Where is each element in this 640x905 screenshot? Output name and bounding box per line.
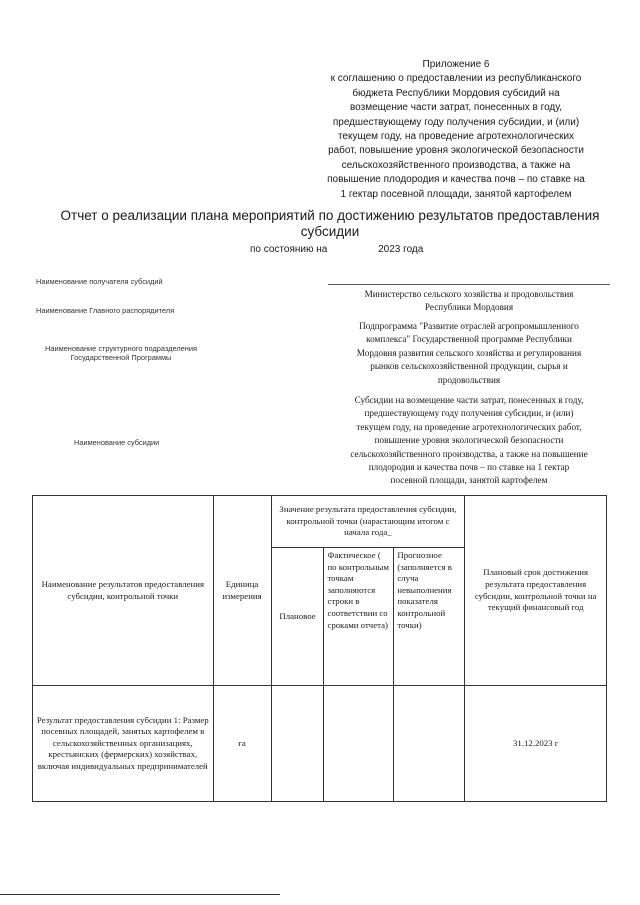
row-actual [324,686,394,802]
state-date-prefix: по состоянию на [250,244,328,255]
appendix-line: сельскохозяйственного производства, а также на [341,159,571,171]
subsidy-value-line: плодородия и качества почв – по ставке на 1 гектар [368,462,570,473]
manager-value-line: Республики Мордовия [424,302,514,313]
report-state-date [250,244,423,255]
appendix-header [296,58,616,202]
row-planned [271,686,324,802]
header-planned: Плановое [271,548,324,686]
appendix-line: 1 гектар посевной площади, занятой картофелем [340,188,572,200]
header-forecast: Прогнозное (заполняется в случа невыполнения показателя контрольной точки) [394,548,465,686]
appendix-heading: Приложение 6 [422,59,490,70]
footer-divider [0,894,280,895]
header-value-group: Значение результата предоставления субсидии, контрольной точки (нарастающим итогом с начала года_ [271,496,465,548]
subsidy-label: Наименование субсидии [74,438,160,447]
subdivision-value-line: Подпрограмма "Развитие отраслей агропромышленного [359,321,579,331]
subsidy-value-line: сельскохозяйственного производства, а также на повышение [350,448,588,459]
report-title-line: субсидии [300,224,360,239]
row-deadline: 31.12.2023 г [465,686,607,802]
report-title-line: Отчет о реализации плана мероприятий по достижению результатов предоставления [60,208,600,223]
manager-value-line: Министерство сельского хозяйства и продовольствия [364,289,574,299]
state-date-year: 2023 года [378,244,424,255]
subdivision-label [36,344,206,362]
subdivision-value-line: рынков сельскохозяйственной продукции, сырья и [370,361,568,372]
appendix-line: повышение плодородия и качества почв – по ставке на [327,174,585,186]
recipient-label: Наименование получателя субсидий [36,277,163,286]
subdivision-value-line: Мордовия развития сельского хозяйства и регулирования [356,347,582,358]
report-title [50,208,610,240]
subdivision-value-line: комплекса" Государственной программе Республики [366,334,572,345]
appendix-line: предшествующему году получения субсидии, и (или) [332,116,580,128]
subsidy-value [328,394,610,488]
row-result-name: Результат предоставления субсидии 1: Размер посевных площадей, занятых картофелем в сельскохозяйственных организациях, крестьянских (фермерских) хозяйствах, включая индивидуальных предпринимателей [33,686,214,802]
header-result-name: Наименование результатов предоставления субсидии, контрольной точки [33,496,214,686]
appendix-line: работ, повышение уровня экологической безопасности [328,145,584,157]
row-forecast [394,686,465,802]
subsidy-value-line: посевной площади, занятой картофелем [390,475,548,486]
appendix-line: бюджета Республики Мордовия субсидий на [352,87,560,99]
row-unit: га [213,686,271,802]
results-table [32,495,607,802]
subdivision-label-line: Государственной Программы [70,353,172,362]
manager-label: Наименование Главного распорядителя [36,306,175,315]
subdivision-label-line: Наименование структурного подразделения [45,344,197,353]
table-row [33,686,607,802]
appendix-line: возмещение части затрат, понесенных в году, [349,102,563,114]
subdivision-value [328,320,610,387]
appendix-line: текущем году, на проведение агротехнологических [337,131,575,143]
header-deadline: Плановый срок достижения результата предоставления субсидии, контрольной точки на текущий финансовый год [465,496,607,686]
subsidy-value-line: текущем году, на проведение агротехнологических работ, [356,421,582,432]
subsidy-value-line: предшествующему году получения субсидии, и (или) [364,408,574,419]
header-actual: Фактическое ( по контрольным точкам заполняются строки в соответствии со сроками отчета) [324,548,394,686]
recipient-value-line [328,284,610,285]
subsidy-value-line: повышение уровня экологической безопасности [374,435,564,446]
manager-value [328,288,610,315]
subdivision-value-line: продовольствия [437,374,501,385]
table-header-row [33,496,607,548]
appendix-line: к соглашению о предоставлении из республиканского [330,73,582,85]
header-unit: Единица измерения [213,496,271,686]
subsidy-value-line: Субсидии на возмещение части затрат, понесенных в году, [354,395,584,405]
